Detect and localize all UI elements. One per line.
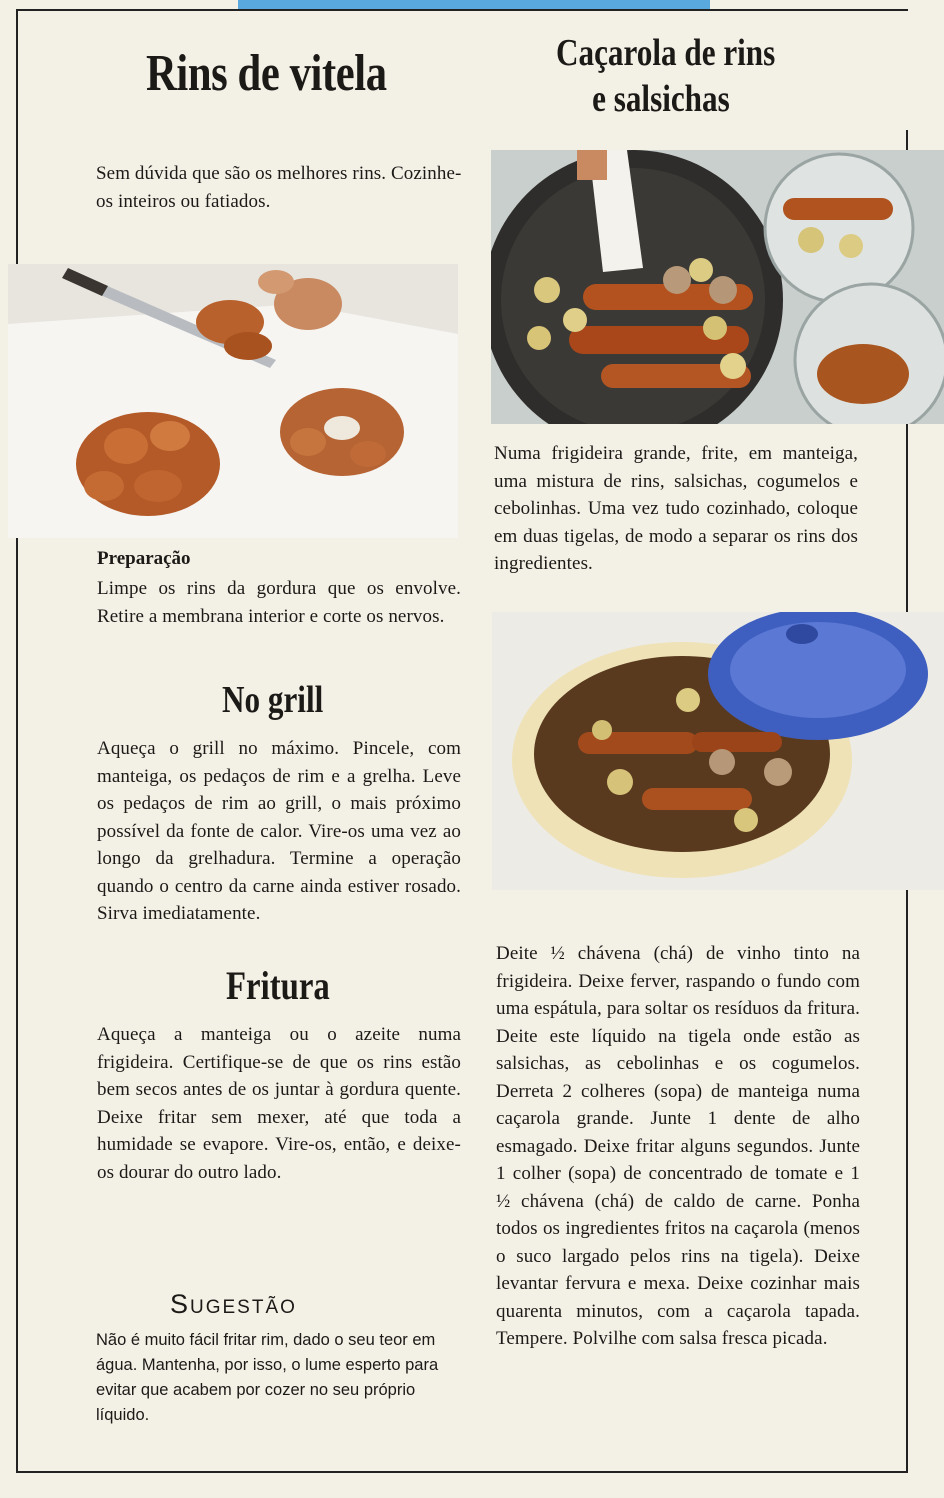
preparation-heading: Preparação xyxy=(97,548,191,569)
recipe-title-line2: e salsichas xyxy=(592,78,730,120)
step1-text: Numa frigideira grande, frite, em manteiga, uma mistura de rins, salsichas, cogumelos e cebolinhas. Uma vez tudo cozinhado, coloque em duas tigelas, de modo a separar os rins dos ingredientes. xyxy=(494,443,858,574)
casserole-photo xyxy=(492,612,944,890)
recipe-title-line1: Caçarola de rins xyxy=(556,32,776,74)
frying-heading: Fritura xyxy=(226,963,330,1008)
grill-text: Aqueça o grill no máximo. Pincele, com manteiga, os pedaços de rim e a grelha. Leve os pedaços de rim ao grill, o mais próximo possível da fonte de calor. Vire-os uma vez ao longo da grelhadura. Termine a operação quando o centro da carne ainda estiver rosado. Sirva imediatamente. xyxy=(97,738,461,924)
intro-text: Sem dúvida que são os melhores rins. Cozinhe-os inteiros ou fatiados. xyxy=(96,163,462,212)
preparation-text: Limpe os rins da gordura que os envolve. Retire a membrana interior e corte os nervos. xyxy=(97,578,461,627)
frying-text: Aqueça a manteiga ou o azeite numa frigideira. Certifique-se de que os rins estão bem secos antes de os juntar à gordura quente. Deixe fritar sem mexer, até que toda a humidade se evapore. Vire-os, então, e deixe-os dourar do outro lado. xyxy=(97,1024,461,1183)
step2-text: Deite ½ chávena (chá) de vinho tinto na frigideira. Deixe ferver, raspando o fundo com uma espátula, para soltar os resíduos da fritura. Deite este líquido na tigela onde estão as salsichas, as cebolinhas e os cogumelos. Derreta 2 colheres (sopa) de manteiga numa caçarola grande. Junte 1 dente de alho esmagado. Deixe fritar alguns segundos. Junte 1 colher (sopa) de concentrado de tomate e 1 ½ chávena (chá) de caldo de carne. Ponha todos os ingredientes fritos na caçarola (menos o suco largado pelos rins na tigela). Deixe levantar fervura e mexa. Deixe cozinhar mais quarenta minutos, com a caçarola tapada. Tempere. Polvilhe com salsa fresca picada. xyxy=(496,943,860,1349)
kidney-cutting-photo xyxy=(8,264,458,538)
recipe-title-rins-de-vitela: Rins de vitela xyxy=(146,45,387,102)
top-color-tab xyxy=(238,0,710,9)
tip-heading-text: Sugestão xyxy=(170,1289,297,1319)
recipe-title-cacarola xyxy=(556,30,775,122)
frying-pan-photo xyxy=(491,150,944,424)
grill-heading: No grill xyxy=(222,679,324,721)
tip-text: Não é muito fácil fritar rim, dado o seu teor em água. Mantenha, por isso, o lume esperto para evitar que acabem por cozer no seu próprio líquido. xyxy=(96,1331,439,1424)
tip-heading xyxy=(170,1289,297,1320)
